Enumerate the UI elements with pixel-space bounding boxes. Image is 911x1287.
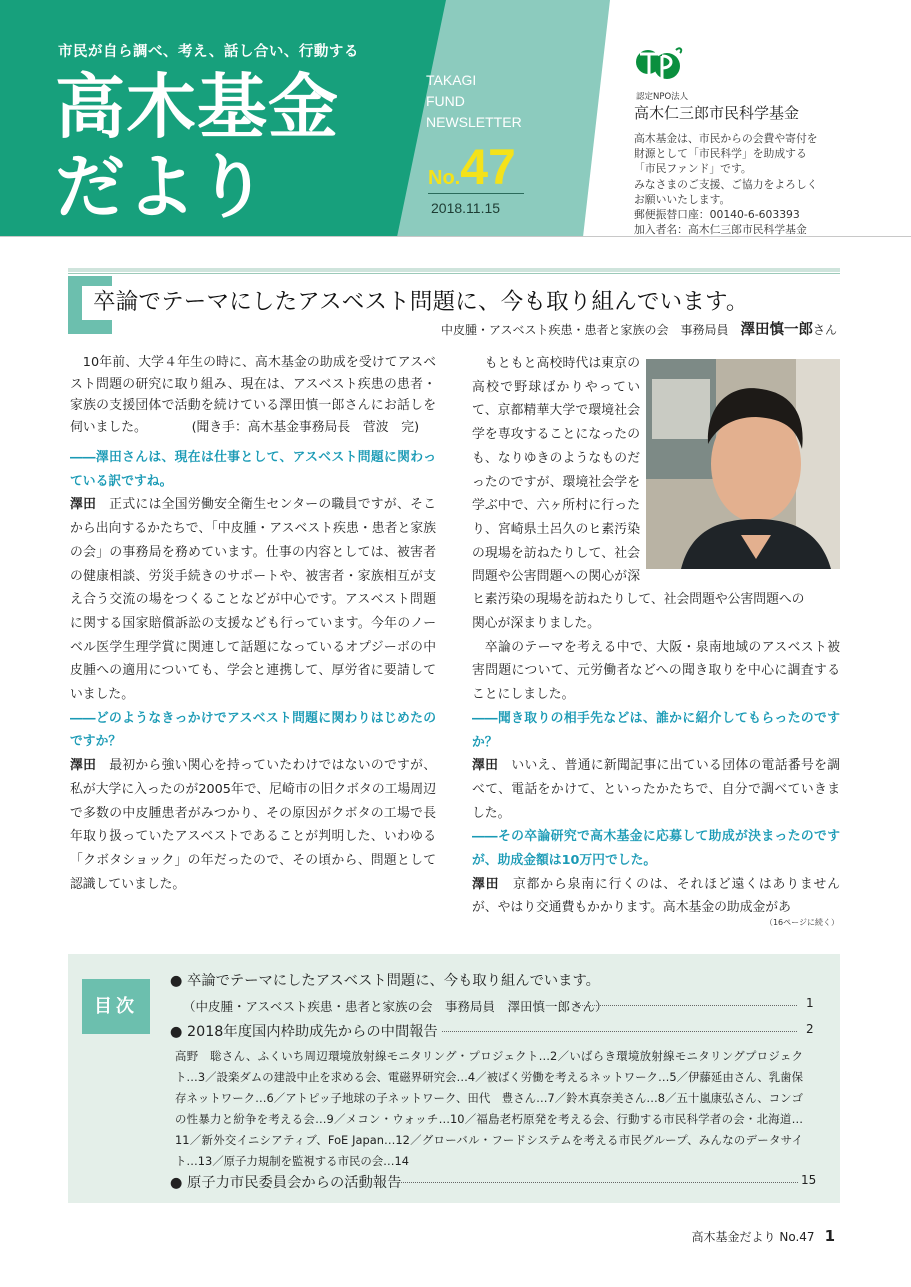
issue-number xyxy=(428,139,516,195)
continued-note: （16ページに続く） xyxy=(764,918,839,927)
org-certification: 認定NPO法人 xyxy=(636,92,689,102)
toc-entry-3[interactable]: ● 原子力市民委員会からの活動報告 xyxy=(170,1175,402,1191)
toc-leader xyxy=(398,1182,798,1183)
article-paragraph: 卒論のテーマを考える中で、大阪・泉南地域のアスベスト被害問題について、元労働者などへの聞き取りを中心に調査することにしました。 xyxy=(472,639,840,703)
answer-text: 正式には全国労働安全衛生センターの職員ですが、そこから出向するかたちで、「中皮腫・アスベスト疾患・患者と家族の会」の事務局を務めています。仕事の内容としては、被害者の健康相談、労災手続きのサポートや、被害者・家族相互が支え合う交流の場をつくることなどが中心です。アスベスト問題に関する国家賠償訴訟の支援なども行っています。今年のノーベル医学生理学賞に関連して話題になっているオプジーボの中皮腫への適用についても、学会と連携して、厚労省に要請していました。 xyxy=(70,497,436,703)
toc-entry-2[interactable]: ● 2018年度国内枠助成先からの中間報告 xyxy=(170,1024,438,1040)
newsletter-title-line1: 高木基金 xyxy=(55,66,339,148)
article-left-column xyxy=(70,352,436,896)
org-desc-line: 「市民ファンド」です。 xyxy=(634,162,752,176)
article-right-column-top xyxy=(472,352,640,588)
answer-text: 最初から強い関心を持っていたわけではないのですが、私が大学に入ったのが2005年で、尼崎市の旧クボタの工場周辺で多数の中皮腫患者がみつかり、その原因がクボタの工場で長年取り扱っていたアスベストであることが判明した、いわゆる「クボタショック」の年だったので、その頃から、問題として認識していました。 xyxy=(70,758,437,892)
toc-page-number: 15 xyxy=(801,1173,817,1187)
org-name: 高木仁三郎市民科学基金 xyxy=(634,104,800,122)
article-intro: 10年前、大学４年生の時に、高木基金の助成を受けてアスベスト問題の研究に取り組み、現在は、アスベスト疾患の患者・家族の支援団体で活動を続けている澤田慎一郎さんにお話しを伺いました。 (聞き手：高木基金事務局長 菅波 完) xyxy=(70,355,437,435)
heading-rule-thin xyxy=(68,273,840,274)
article-headline: 卒論でテーマにしたアスベスト問題に、今も取り組んでいます。 xyxy=(93,289,749,315)
interview-answer xyxy=(472,873,840,920)
interview-question: ――その卒論研究で高木基金に応募して助成が決まったのですが、助成金額は10万円でした。 xyxy=(472,829,840,869)
issue-prefix: No. xyxy=(428,167,461,189)
newsletter-english-title xyxy=(426,70,522,133)
interview-question: ――澤田さんは、現在は仕事として、アスベスト問題に関わっている訳ですね。 xyxy=(70,450,436,489)
portrait-illustration xyxy=(646,359,840,569)
toc-page-number: 2 xyxy=(806,1022,814,1036)
interview-answer xyxy=(70,493,436,706)
answer-text: いいえ、普通に新聞記事に出ている団体の電話番号を調べて、電話をかけて、といったかたちで、自分で調べていきました。 xyxy=(472,758,840,821)
article-right-column xyxy=(472,588,840,920)
paragraph-continuation: 関心が深まりました。 xyxy=(472,616,600,631)
org-desc-line: お願いいたします。 xyxy=(634,192,731,206)
newsletter-title-line2: だより xyxy=(55,146,268,228)
toc-leader xyxy=(442,1031,797,1032)
issue-divider xyxy=(428,193,524,194)
toc-entry-1[interactable]: ● 卒論でテーマにしたアスベスト問題に、今も取り組んでいます。 xyxy=(170,973,600,989)
byline-org: 中皮腫・アスベスト疾患・患者と家族の会 事務局員 xyxy=(440,323,729,337)
toc-label: 目次 xyxy=(82,979,150,1034)
byline-name: 澤田慎一郎 xyxy=(740,322,813,338)
org-account-holder: 加入者名：高木仁三郎市民科学基金 xyxy=(634,223,807,237)
newsletter-en-line: TAKAGI xyxy=(426,72,477,88)
heading-rule xyxy=(68,268,840,272)
org-desc-line: 財源として「市民科学」を助成する xyxy=(634,147,807,161)
newsletter-en-line: NEWSLETTER xyxy=(426,114,522,130)
org-postal-account: 郵便振替口座：00140-6-603393 xyxy=(634,208,800,222)
paragraph-text: もともと高校時代は東京の高校で野球ばかりやっていて、京都精華大学で環境社会学を専攻することになったのも、なりゆきのようなものだったのですが、環境社会学を学ぶ中で、六ヶ所村に行ったり、宮崎県土呂久のヒ素汚染の現場を訪ねたりして、社会問題や公害問題への関心が深 xyxy=(472,356,640,585)
org-desc-line: 高木基金は、市民からの会費や寄付を xyxy=(634,132,818,145)
interview-question: ――どのようなきっかけでアスベスト問題に関わりはじめたのですか？ xyxy=(70,710,436,750)
interviewee-photo xyxy=(646,359,840,569)
org-description xyxy=(634,131,904,237)
page-footer xyxy=(692,1227,835,1245)
toc-leader xyxy=(575,1005,797,1006)
issue-date: 2018.11.15 xyxy=(431,200,501,216)
answer-text: 京都から泉南に行くのは、それほど遠くはありませんが、やはり交通費もかかります。高木基金の助成金があ xyxy=(472,876,841,916)
speaker-label: 澤田 xyxy=(472,758,499,774)
toc-page-number: 1 xyxy=(806,996,814,1010)
footer-label: 高木基金だより No.47 xyxy=(691,1230,815,1244)
interview-answer xyxy=(472,754,840,825)
org-desc-line: みなさまのご支援、ご協力をよろしく xyxy=(634,177,818,191)
paragraph-continuation: ヒ素汚染の現場を訪ねたりして、社会問題や公害問題への xyxy=(472,592,805,607)
toc-entry-1-sub: （中皮腫・アスベスト疾患・患者と家族の会 事務局員 澤田慎一郎さん） xyxy=(183,999,608,1014)
interview-answer xyxy=(70,754,436,896)
speaker-label: 澤田 xyxy=(70,497,97,513)
byline-suffix: さん xyxy=(812,323,837,337)
issue-number-value: 47 xyxy=(460,139,516,195)
toc-entry-2-details: 高野 聡さん、ふくいち周辺環境放射線モニタリング・プロジェクト…2／いばらき環境放射線モニタリングプロジェクト…3／設楽ダムの建設中止を求める会、電磁界研究会…4／被ばく労働を考えるネットワーク…5／伊藤延由さん、乳歯保存ネットワーク…6／アトピッ子地球の子ネットワーク、田代 豊さん…7／鈴木真奈美さん…8／五十嵐康弘さん、コンゴの性暴力と紛争を考える会…9／メコン・ウォッチ…10／福島老朽原発を考える会、行動する市民科学者の会・北海道…11／新外交イニシアティブ、FoE Japan…12／グローバル・フードシステムを考える市民グループ、みんなのデータサイト…13／原子力規制を監視する市民の会…14 xyxy=(175,1049,803,1168)
speaker-label: 澤田 xyxy=(70,758,97,774)
article-byline xyxy=(441,318,837,339)
header-tagline: 市民が自ら調べ、考え、話し合い、行動する xyxy=(58,44,359,60)
interview-question: ――聞き取りの相手先などは、誰かに紹介してもらったのですか？ xyxy=(472,710,840,750)
speaker-label: 澤田 xyxy=(472,876,500,892)
page-number: 1 xyxy=(824,1227,835,1245)
article-paragraph xyxy=(472,352,640,588)
org-logo-icon xyxy=(634,44,684,84)
newsletter-en-line: FUND xyxy=(426,93,465,109)
